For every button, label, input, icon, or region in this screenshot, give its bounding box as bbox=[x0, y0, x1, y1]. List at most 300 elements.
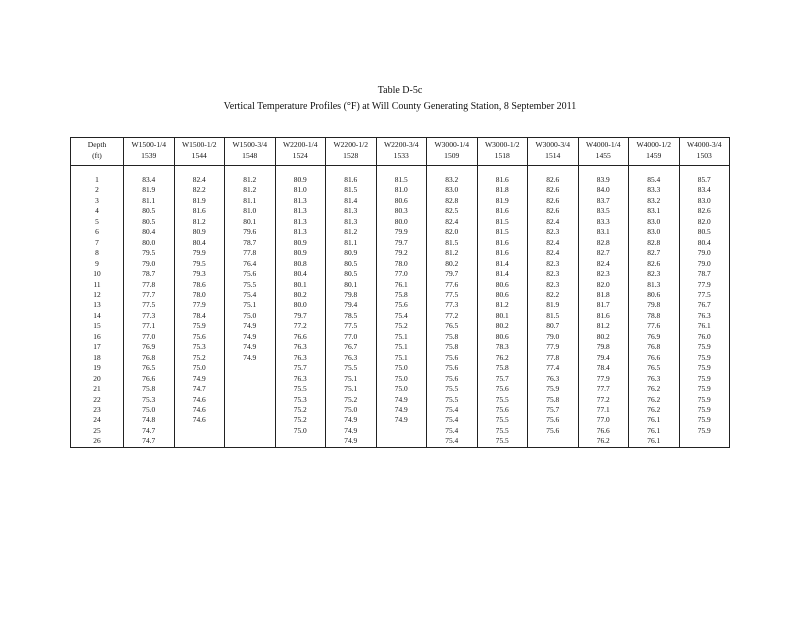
temperature-cell: 76.6 bbox=[275, 332, 326, 342]
temperature-cell: 81.9 bbox=[477, 196, 528, 206]
station-time: 1514 bbox=[545, 150, 561, 160]
spacer-row bbox=[71, 166, 730, 176]
temperature-cell: 75.5 bbox=[477, 395, 528, 405]
temperature-cell: 75.3 bbox=[124, 395, 175, 405]
temperature-cell: 75.8 bbox=[528, 395, 579, 405]
temperature-cell bbox=[225, 415, 276, 425]
temperature-cell: 78.8 bbox=[629, 311, 680, 321]
temperature-cell: 75.5 bbox=[275, 384, 326, 394]
temperature-cell: 82.4 bbox=[528, 238, 579, 248]
temperature-cell: 81.4 bbox=[477, 269, 528, 279]
temperature-cell: 76.3 bbox=[528, 374, 579, 384]
temperature-cell: 79.2 bbox=[376, 248, 427, 258]
depth-cell: 9 bbox=[71, 259, 124, 269]
temperature-cell: 77.6 bbox=[629, 321, 680, 331]
column-header bbox=[629, 138, 680, 166]
temperature-cell: 75.4 bbox=[376, 311, 427, 321]
temperature-cell: 81.9 bbox=[174, 196, 225, 206]
depth-cell: 18 bbox=[71, 353, 124, 363]
table-row bbox=[71, 374, 730, 384]
table-row bbox=[71, 227, 730, 237]
temperature-cell: 81.2 bbox=[174, 217, 225, 227]
temperature-cell: 75.0 bbox=[326, 405, 377, 415]
temperature-cell: 74.9 bbox=[326, 436, 377, 447]
column-header bbox=[326, 138, 377, 166]
temperature-cell: 76.1 bbox=[679, 321, 730, 331]
temperature-cell: 76.6 bbox=[124, 374, 175, 384]
temperature-cell: 75.9 bbox=[679, 374, 730, 384]
temperature-cell: 76.3 bbox=[679, 311, 730, 321]
station-name: W2200-1/2 bbox=[333, 140, 369, 149]
temperature-cell: 75.6 bbox=[174, 332, 225, 342]
temperature-cell: 75.6 bbox=[376, 300, 427, 310]
temperature-cell: 75.2 bbox=[174, 353, 225, 363]
temperature-cell: 77.7 bbox=[124, 290, 175, 300]
temperature-cell: 83.3 bbox=[629, 185, 680, 195]
temperature-cell: 81.2 bbox=[326, 227, 377, 237]
depth-cell: 24 bbox=[71, 415, 124, 425]
temperature-cell: 80.0 bbox=[275, 300, 326, 310]
temperature-cell: 76.5 bbox=[629, 363, 680, 373]
depth-cell: 16 bbox=[71, 332, 124, 342]
temperature-cell: 81.2 bbox=[477, 300, 528, 310]
temperature-cell: 77.9 bbox=[174, 300, 225, 310]
temperature-cell: 81.6 bbox=[326, 175, 377, 185]
temperature-cell: 82.2 bbox=[174, 185, 225, 195]
column-header bbox=[427, 138, 478, 166]
temperature-cell: 79.8 bbox=[578, 342, 629, 352]
temperature-cell: 81.3 bbox=[275, 196, 326, 206]
table-row bbox=[71, 196, 730, 206]
temperature-cell: 79.0 bbox=[679, 259, 730, 269]
temperature-cell: 76.0 bbox=[679, 332, 730, 342]
temperature-cell: 74.9 bbox=[326, 426, 377, 436]
temperature-cell bbox=[275, 436, 326, 447]
station-time: 1539 bbox=[141, 150, 157, 160]
temperature-cell: 81.3 bbox=[629, 280, 680, 290]
temperature-cell: 77.8 bbox=[225, 248, 276, 258]
temperature-cell: 74.6 bbox=[174, 415, 225, 425]
temperature-cell: 75.8 bbox=[376, 290, 427, 300]
station-time: 1524 bbox=[292, 150, 308, 160]
temperature-cell: 81.8 bbox=[578, 290, 629, 300]
temperature-cell: 80.9 bbox=[275, 248, 326, 258]
temperature-cell: 82.3 bbox=[528, 259, 579, 269]
temperature-cell: 75.6 bbox=[477, 384, 528, 394]
depth-cell: 1 bbox=[71, 175, 124, 185]
temperature-cell: 75.0 bbox=[376, 374, 427, 384]
temperature-cell: 76.1 bbox=[629, 415, 680, 425]
temperature-cell: 76.8 bbox=[629, 342, 680, 352]
temperature-cell: 77.8 bbox=[528, 353, 579, 363]
temperature-cell: 75.5 bbox=[477, 436, 528, 447]
temperature-cell: 83.0 bbox=[679, 196, 730, 206]
column-header bbox=[528, 138, 579, 166]
temperature-cell: 80.6 bbox=[376, 196, 427, 206]
temperature-cell: 76.7 bbox=[326, 342, 377, 352]
temperature-cell: 75.6 bbox=[427, 374, 478, 384]
temperature-cell: 75.5 bbox=[477, 415, 528, 425]
temperature-cell: 81.1 bbox=[225, 196, 276, 206]
temperature-cell: 80.1 bbox=[275, 280, 326, 290]
temperature-cell bbox=[225, 436, 276, 447]
temperature-cell: 75.0 bbox=[376, 363, 427, 373]
temperature-cell: 77.6 bbox=[427, 280, 478, 290]
temperature-cell: 80.5 bbox=[124, 206, 175, 216]
temperature-cell: 82.8 bbox=[629, 238, 680, 248]
station-time: 1518 bbox=[494, 150, 510, 160]
temperature-cell: 75.9 bbox=[679, 363, 730, 373]
temperature-cell: 75.4 bbox=[427, 426, 478, 436]
temperature-cell: 75.2 bbox=[326, 395, 377, 405]
temperature-cell: 75.8 bbox=[477, 363, 528, 373]
temperature-cell: 79.6 bbox=[225, 227, 276, 237]
temperature-cell: 85.4 bbox=[629, 175, 680, 185]
station-name: W3000-1/4 bbox=[434, 140, 470, 149]
temperature-cell: 75.5 bbox=[225, 280, 276, 290]
temperature-cell: 77.0 bbox=[376, 269, 427, 279]
temperature-cell: 75.0 bbox=[225, 311, 276, 321]
depth-cell: 8 bbox=[71, 248, 124, 258]
temperature-cell bbox=[174, 436, 225, 447]
depth-cell: 25 bbox=[71, 426, 124, 436]
temperature-cell: 82.6 bbox=[528, 196, 579, 206]
temperature-cell: 77.9 bbox=[528, 342, 579, 352]
temperature-cell: 82.4 bbox=[528, 248, 579, 258]
temperature-cell: 75.4 bbox=[225, 290, 276, 300]
temperature-cell: 78.4 bbox=[174, 311, 225, 321]
temperature-cell: 80.6 bbox=[477, 290, 528, 300]
temperature-cell bbox=[174, 426, 225, 436]
temperature-cell: 76.2 bbox=[629, 384, 680, 394]
temperature-cell bbox=[225, 395, 276, 405]
temperature-cell: 75.9 bbox=[679, 342, 730, 352]
station-name: W2200-3/4 bbox=[383, 140, 419, 149]
table-row bbox=[71, 395, 730, 405]
temperature-cell: 80.4 bbox=[124, 227, 175, 237]
temperature-cell: 78.0 bbox=[174, 290, 225, 300]
temperature-cell: 84.0 bbox=[578, 185, 629, 195]
temperature-cell: 80.2 bbox=[477, 321, 528, 331]
depth-cell: 26 bbox=[71, 436, 124, 447]
temperature-cell: 81.1 bbox=[326, 238, 377, 248]
temperature-cell: 83.4 bbox=[124, 175, 175, 185]
temperature-cell: 76.5 bbox=[427, 321, 478, 331]
temperature-cell: 74.9 bbox=[376, 405, 427, 415]
temperature-cell: 79.0 bbox=[679, 248, 730, 258]
temperature-cell: 77.0 bbox=[326, 332, 377, 342]
temperature-cell: 79.3 bbox=[174, 269, 225, 279]
table-row bbox=[71, 332, 730, 342]
temperature-cell bbox=[225, 426, 276, 436]
temperature-cell: 82.7 bbox=[578, 248, 629, 258]
temperature-cell: 75.3 bbox=[275, 395, 326, 405]
temperature-cell: 79.8 bbox=[629, 300, 680, 310]
temperature-cell bbox=[376, 436, 427, 447]
temperature-cell: 80.9 bbox=[275, 175, 326, 185]
temperature-cell: 82.8 bbox=[427, 196, 478, 206]
temperature-cell: 81.6 bbox=[477, 238, 528, 248]
temperature-cell: 75.7 bbox=[477, 374, 528, 384]
column-header bbox=[376, 138, 427, 166]
temperature-cell: 76.3 bbox=[629, 374, 680, 384]
temperature-cell: 81.2 bbox=[225, 175, 276, 185]
temperature-cell: 81.3 bbox=[275, 206, 326, 216]
temperature-cell: 82.4 bbox=[174, 175, 225, 185]
temperature-cell: 81.3 bbox=[275, 217, 326, 227]
temperature-cell: 80.5 bbox=[679, 227, 730, 237]
column-header bbox=[679, 138, 730, 166]
table-row bbox=[71, 405, 730, 415]
temperature-cell: 83.0 bbox=[427, 185, 478, 195]
station-time: 1459 bbox=[646, 150, 662, 160]
temperature-cell: 74.7 bbox=[124, 436, 175, 447]
temperature-cell: 80.0 bbox=[376, 217, 427, 227]
table-caption bbox=[0, 84, 800, 114]
temperature-cell: 81.8 bbox=[477, 185, 528, 195]
temperature-cell: 75.5 bbox=[326, 363, 377, 373]
temperature-cell: 77.1 bbox=[124, 321, 175, 331]
temperature-cell: 78.7 bbox=[124, 269, 175, 279]
temperature-cell: 83.5 bbox=[578, 206, 629, 216]
temperature-cell: 76.6 bbox=[629, 353, 680, 363]
temperature-cell: 75.0 bbox=[275, 426, 326, 436]
temperature-cell: 76.4 bbox=[225, 259, 276, 269]
temperature-cell: 81.3 bbox=[326, 217, 377, 227]
temperature-cell: 75.6 bbox=[427, 353, 478, 363]
temperature-cell: 75.8 bbox=[427, 332, 478, 342]
table-row bbox=[71, 300, 730, 310]
temperature-cell: 80.4 bbox=[275, 269, 326, 279]
temperature-cell: 77.3 bbox=[427, 300, 478, 310]
temperature-cell bbox=[376, 426, 427, 436]
temperature-cell: 81.5 bbox=[427, 238, 478, 248]
table-row bbox=[71, 269, 730, 279]
temperature-cell: 82.6 bbox=[528, 175, 579, 185]
temperature-cell: 80.5 bbox=[326, 259, 377, 269]
temperature-cell: 81.6 bbox=[477, 248, 528, 258]
temperature-cell: 76.1 bbox=[629, 426, 680, 436]
temperature-cell: 78.6 bbox=[174, 280, 225, 290]
temperature-cell: 75.6 bbox=[477, 405, 528, 415]
temperature-cell: 76.1 bbox=[629, 436, 680, 447]
temperature-cell: 82.2 bbox=[528, 290, 579, 300]
temperature-cell: 80.3 bbox=[376, 206, 427, 216]
temperature-cell: 75.2 bbox=[376, 321, 427, 331]
temperature-cell: 75.4 bbox=[427, 436, 478, 447]
temperature-cell: 76.1 bbox=[376, 280, 427, 290]
temperature-cell: 80.1 bbox=[477, 311, 528, 321]
depth-cell: 4 bbox=[71, 206, 124, 216]
temperature-cell: 76.3 bbox=[275, 374, 326, 384]
temperature-cell: 75.9 bbox=[679, 353, 730, 363]
temperature-cell: 82.0 bbox=[578, 280, 629, 290]
temperature-cell: 77.8 bbox=[124, 280, 175, 290]
temperature-cell: 81.7 bbox=[578, 300, 629, 310]
station-name: W1500-1/2 bbox=[181, 140, 217, 149]
temperature-cell: 77.7 bbox=[578, 384, 629, 394]
column-header bbox=[275, 138, 326, 166]
depth-column-header bbox=[71, 138, 124, 166]
station-time: 1528 bbox=[343, 150, 359, 160]
temperature-cell: 76.8 bbox=[124, 353, 175, 363]
temperature-cell: 79.5 bbox=[174, 259, 225, 269]
table-row bbox=[71, 321, 730, 331]
temperature-cell: 75.3 bbox=[174, 342, 225, 352]
temperature-cell: 81.9 bbox=[528, 300, 579, 310]
temperature-cell: 75.9 bbox=[528, 384, 579, 394]
temperature-cell: 80.0 bbox=[124, 238, 175, 248]
temperature-cell: 82.7 bbox=[629, 248, 680, 258]
temperature-cell: 74.8 bbox=[124, 415, 175, 425]
temperature-cell: 76.2 bbox=[629, 405, 680, 415]
depth-cell: 15 bbox=[71, 321, 124, 331]
table-row bbox=[71, 280, 730, 290]
temperature-cell: 74.9 bbox=[326, 415, 377, 425]
station-time: 1503 bbox=[696, 150, 712, 160]
temperature-cell: 81.0 bbox=[376, 185, 427, 195]
temperature-cell: 81.5 bbox=[477, 227, 528, 237]
depth-cell: 10 bbox=[71, 269, 124, 279]
temperature-cell: 78.5 bbox=[326, 311, 377, 321]
temperature-cell: 79.9 bbox=[174, 248, 225, 258]
temperature-cell: 79.0 bbox=[124, 259, 175, 269]
temperature-cell bbox=[225, 363, 276, 373]
temperature-cell bbox=[528, 436, 579, 447]
temperature-cell: 80.8 bbox=[275, 259, 326, 269]
depth-label: Depth bbox=[87, 140, 107, 149]
station-name: W3000-1/2 bbox=[484, 140, 520, 149]
table-row bbox=[71, 248, 730, 258]
temperature-cell: 83.9 bbox=[578, 175, 629, 185]
temperature-cell: 83.4 bbox=[679, 185, 730, 195]
temperature-cell: 82.5 bbox=[427, 206, 478, 216]
depth-cell: 12 bbox=[71, 290, 124, 300]
temperature-cell: 79.7 bbox=[275, 311, 326, 321]
temperature-cell: 74.9 bbox=[376, 415, 427, 425]
temperature-cell: 79.8 bbox=[326, 290, 377, 300]
temperature-cell: 76.2 bbox=[578, 436, 629, 447]
table-row bbox=[71, 363, 730, 373]
temperature-cell: 75.1 bbox=[225, 300, 276, 310]
temperature-cell: 80.6 bbox=[477, 332, 528, 342]
temperature-cell: 82.6 bbox=[528, 185, 579, 195]
temperature-cell: 81.2 bbox=[578, 321, 629, 331]
temperature-cell: 76.2 bbox=[477, 353, 528, 363]
temperature-cell: 80.4 bbox=[679, 238, 730, 248]
temperature-cell: 76.5 bbox=[124, 363, 175, 373]
table-title: Table D-5c bbox=[377, 85, 423, 96]
temperature-cell: 82.3 bbox=[629, 269, 680, 279]
temperature-cell: 78.0 bbox=[376, 259, 427, 269]
temperature-cell: 77.2 bbox=[427, 311, 478, 321]
table-row bbox=[71, 384, 730, 394]
temperature-cell: 81.5 bbox=[477, 217, 528, 227]
temperature-cell: 77.5 bbox=[124, 300, 175, 310]
temperature-cell: 79.9 bbox=[376, 227, 427, 237]
station-time: 1548 bbox=[242, 150, 258, 160]
station-name: W4000-1/4 bbox=[585, 140, 621, 149]
temperature-cell bbox=[225, 405, 276, 415]
temperature-cell: 80.2 bbox=[427, 259, 478, 269]
temperature-cell bbox=[225, 374, 276, 384]
temperature-cell: 77.0 bbox=[578, 415, 629, 425]
station-time: 1544 bbox=[191, 150, 207, 160]
temperature-cell: 75.7 bbox=[528, 405, 579, 415]
temperature-cell: 75.9 bbox=[679, 415, 730, 425]
temperature-cell: 75.7 bbox=[275, 363, 326, 373]
column-header bbox=[477, 138, 528, 166]
station-name: W3000-3/4 bbox=[535, 140, 571, 149]
temperature-cell: 82.4 bbox=[578, 259, 629, 269]
temperature-cell: 75.6 bbox=[528, 415, 579, 425]
temperature-cell: 75.8 bbox=[124, 384, 175, 394]
temperature-cell: 82.0 bbox=[427, 227, 478, 237]
temperature-cell: 79.5 bbox=[124, 248, 175, 258]
temperature-profile-table bbox=[70, 137, 730, 448]
temperature-cell: 75.0 bbox=[376, 384, 427, 394]
temperature-cell: 85.7 bbox=[679, 175, 730, 185]
temperature-cell: 82.3 bbox=[528, 280, 579, 290]
temperature-cell: 77.2 bbox=[578, 395, 629, 405]
depth-unit: (ft) bbox=[92, 150, 102, 160]
table-subtitle: Vertical Temperature Profiles (°F) at Will County Generating Station, 8 September 2011 bbox=[223, 101, 577, 112]
table-row bbox=[71, 290, 730, 300]
temperature-cell: 74.6 bbox=[174, 395, 225, 405]
temperature-cell: 79.7 bbox=[427, 269, 478, 279]
temperature-cell: 82.6 bbox=[679, 206, 730, 216]
depth-cell: 2 bbox=[71, 185, 124, 195]
temperature-cell: 77.3 bbox=[124, 311, 175, 321]
temperature-cell: 75.1 bbox=[376, 353, 427, 363]
temperature-cell: 75.5 bbox=[427, 395, 478, 405]
depth-cell: 3 bbox=[71, 196, 124, 206]
temperature-cell: 75.9 bbox=[679, 426, 730, 436]
station-name: W4000-3/4 bbox=[686, 140, 722, 149]
depth-cell: 21 bbox=[71, 384, 124, 394]
table-row bbox=[71, 311, 730, 321]
station-name: W1500-1/4 bbox=[131, 140, 167, 149]
table-row bbox=[71, 185, 730, 195]
depth-cell: 6 bbox=[71, 227, 124, 237]
temperature-cell: 75.5 bbox=[427, 384, 478, 394]
temperature-cell: 77.9 bbox=[679, 280, 730, 290]
temperature-cell: 81.6 bbox=[477, 175, 528, 185]
temperature-cell: 77.1 bbox=[578, 405, 629, 415]
temperature-cell: 76.9 bbox=[629, 332, 680, 342]
temperature-cell: 76.3 bbox=[326, 353, 377, 363]
temperature-cell: 80.5 bbox=[124, 217, 175, 227]
temperature-cell: 74.9 bbox=[225, 342, 276, 352]
depth-cell: 7 bbox=[71, 238, 124, 248]
temperature-cell: 74.7 bbox=[174, 384, 225, 394]
temperature-cell: 81.0 bbox=[225, 206, 276, 216]
temperature-cell: 74.7 bbox=[124, 426, 175, 436]
table-row bbox=[71, 353, 730, 363]
temperature-cell: 79.4 bbox=[578, 353, 629, 363]
temperature-cell: 75.4 bbox=[427, 415, 478, 425]
table-row bbox=[71, 426, 730, 436]
temperature-cell: 75.9 bbox=[679, 405, 730, 415]
temperature-cell bbox=[679, 436, 730, 447]
column-header bbox=[174, 138, 225, 166]
temperature-cell: 79.4 bbox=[326, 300, 377, 310]
temperature-cell: 80.6 bbox=[477, 280, 528, 290]
temperature-cell: 74.9 bbox=[225, 332, 276, 342]
temperature-cell: 80.1 bbox=[326, 280, 377, 290]
station-time: 1533 bbox=[393, 150, 409, 160]
temperature-cell: 81.6 bbox=[578, 311, 629, 321]
